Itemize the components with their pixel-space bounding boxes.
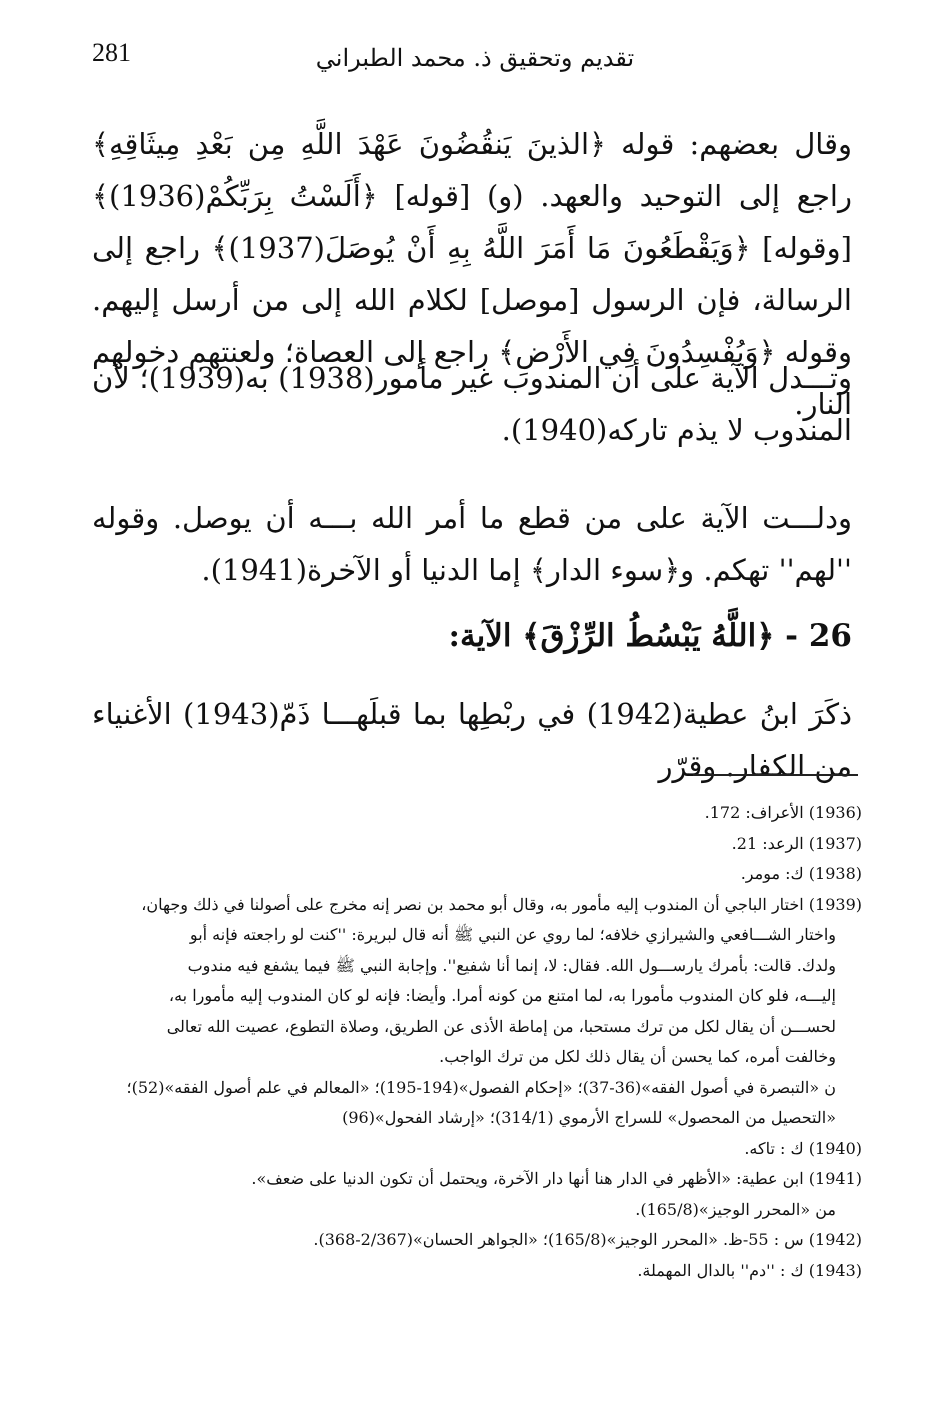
running-header: تقديم وتحقيق ذ. محمد الطبراني (315, 44, 635, 72)
footnote-line: (1941) ابن عطية: «الأظهر في الدار هنا أنها دار الآخرة، ويحتمل أن تكون الدنيا على ضعف». (251, 1169, 862, 1188)
footnote-line: (1940) ك : تاكه. (744, 1138, 862, 1158)
footnote-line: من «المحرر الوجيز»(165/8). (635, 1199, 836, 1219)
footnote-separator (693, 774, 858, 776)
footnote-line: ولدك. قالت: بأمرك يارســـول الله. فقال: لا، إنما أنا شفيع''. وإجابة النبي ﷺ فيما يشفع فيه مندوب (187, 955, 836, 975)
footnote-line: واختار الشـــافعي والشيرازي خلافه؛ لما روي عن النبي ﷺ أنه قال لبريرة: ''كنت لو راجعته فإنه أبو (189, 925, 836, 944)
footnote (92, 1134, 862, 1165)
footnote-line: (1937) الرعد: 21. (731, 833, 862, 853)
footnote-line: لحســـن أن يقال لكل من ترك مستحبا، من إماطة الأذى عن الطريق، وصلاة التطوع، عصيت الله تعالى (166, 1016, 836, 1036)
section-heading: 26 - ﴿اللَّهُ يَبْسُطُ الرِّزْقَ﴾ الآية: (448, 618, 852, 654)
paragraph-3: ودلـــت الآية على من قطع ما أمر الله بـــه أن يوصل. وقوله ''لهم'' تهكم. و﴿سوء الدار﴾ إما الدنيا أو الآخرة(1941). (92, 501, 852, 587)
footnote-line: (1943) ك : ''دم'' بالدال المهملة. (637, 1260, 862, 1280)
footnote (92, 859, 862, 890)
footnote (92, 890, 862, 1134)
footnote (92, 1164, 862, 1225)
paragraph-1: وقال بعضهم: قوله ﴿الذينَ يَنقُضُونَ عَهْدَ اللَّهِ مِن بَعْدِ مِيثَاقِهِ﴾ راجع إلى التوحيد والعهد. (و) [قوله] ﴿أَلَسْتُ بِرَبِّكُمْ(1936)﴾ [وقوله] ﴿وَيَقْطَعُونَ مَا أَمَرَ اللَّهُ بِهِ أَنْ يُوصَلَ(1937)﴾ راجع إلى الرسالة، فإن الرسول [موصل] لكلام الله إلى من أرسل إليهم. وقوله ﴿وَيُفْسِدُونَ فِي الأَرْضِ﴾ راجع إلى العصاة؛ ولعنتهم دخولهم النار. (92, 127, 852, 421)
page-number: 281 (92, 38, 131, 67)
footnote (92, 798, 862, 829)
footnote (92, 829, 862, 860)
footnote-line: ن «التبصرة في أصول الفقه»(36-37)؛ «إحكام الفصول»(194-195)؛ «المعالم في علم أصول الفقه»(52)؛ (126, 1077, 836, 1097)
footnotes (92, 798, 862, 1286)
footnote-line: (1938) ك: مومر. (740, 864, 862, 883)
paragraph-4: ذكَرَ ابنُ عطية(1942) في ربْطِها بما قبلَهـــا ذَمّ(1943) الأغنياء من الكفار. وقرّر (92, 697, 852, 783)
footnote (92, 1225, 862, 1256)
footnote (92, 1256, 862, 1287)
footnote-line: (1939) اختار الباجي أن المندوب إليه مأمور به، وقال أبو محمد بن نصر إنه مخرج على أصولنا في ذلك وجهان، (141, 894, 862, 914)
paragraph-2: وتـــدل الآية على أن المندوب غير مأمور(1938) به(1939)؛ لأن المندوب لا يذم تاركه(1940). (92, 361, 853, 447)
footnote-line: إليـــه، فلو كان المندوب مأمورا به، لما امتنع من كونه أمرا. وأيضا: فإنه لو كان المندوب إليه مأمورا به، (168, 986, 836, 1005)
footnote-line: «التحصيل من المحصول» للسراج الأرموي (314/1)؛ «إرشاد الفحول»(96) (342, 1108, 836, 1127)
footnote-line: (1936) الأعراف: 172. (704, 803, 862, 822)
footnote-line: وخالفت أمره، كما يحسن أن يقال ذلك لكل من ترك الواجب. (439, 1047, 836, 1066)
footnote-line: (1942) س : 55-ظ. «المحرر الوجيز»(165/8)؛ «الجواهر الحسان»(2/367-368). (313, 1230, 862, 1249)
